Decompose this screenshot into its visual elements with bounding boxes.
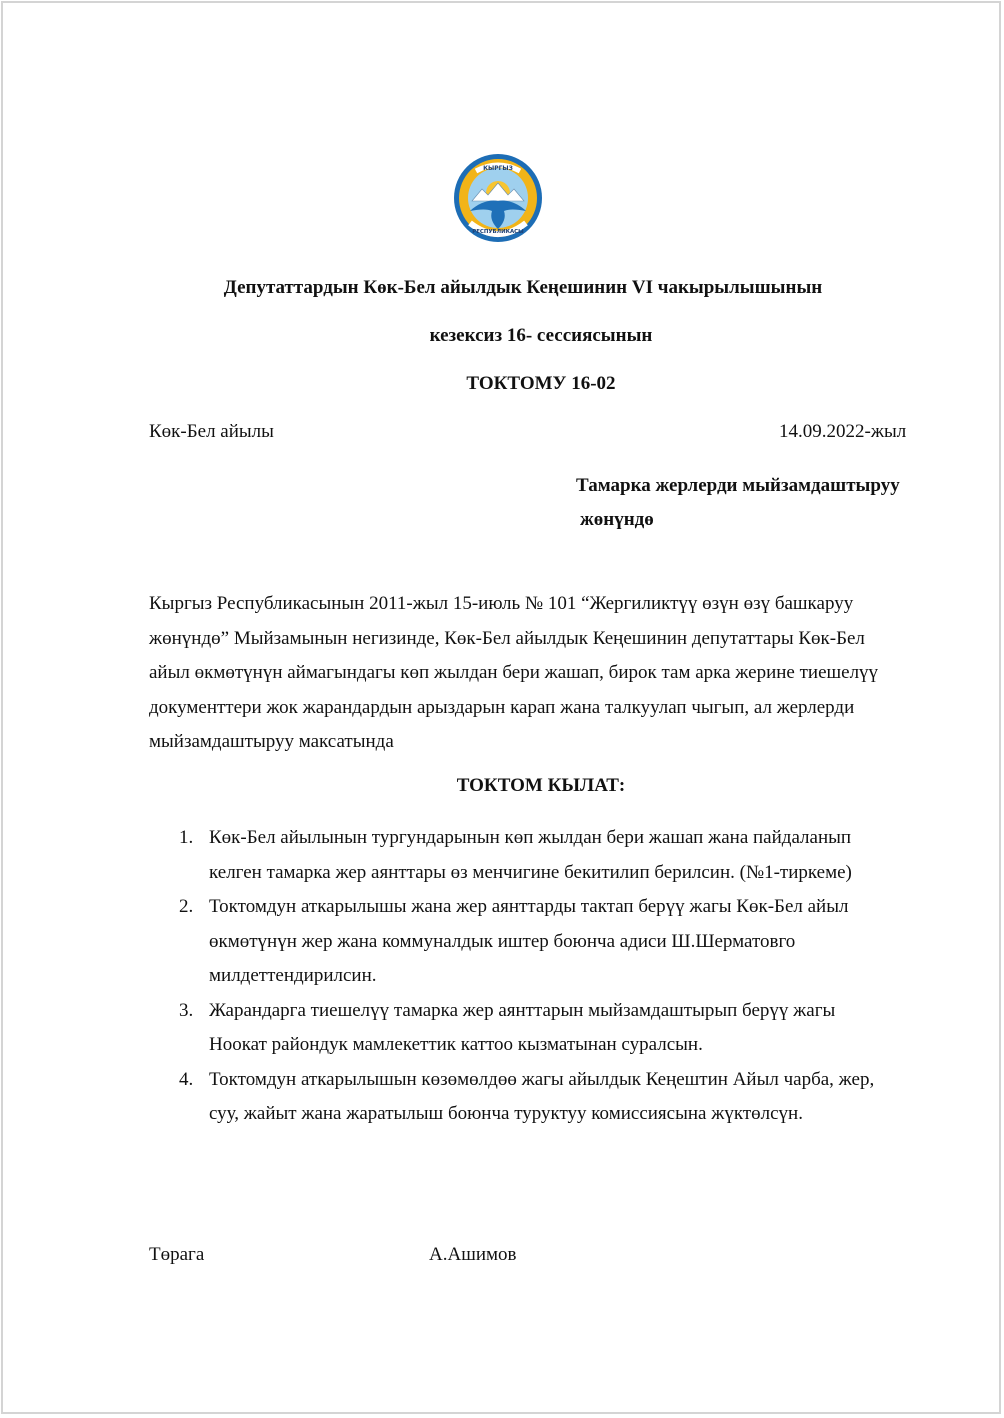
signature-role: Төрага [149, 1244, 205, 1265]
svg-text:РЕСПУБЛИКАСЫ: РЕСПУБЛИКАСЫ [472, 229, 524, 235]
list-item-line: Ноокат райондук мамлекеттик каттоо кызматынан суралсын. [209, 1034, 703, 1055]
list-item-number: 2. [179, 896, 194, 917]
state-emblem-icon [446, 153, 550, 243]
list-item-line: милдеттендирилсин. [209, 965, 377, 986]
list-item-line: келген тамарка жер аянттары өз менчигине бекитилип берилсин. (№1-тиркеме) [209, 861, 852, 883]
decision-list [149, 821, 939, 1132]
preamble-paragraph [149, 587, 929, 760]
preamble-line: Кыргыз Республикасынын 2011-жыл 15-июль № 101 “Жергиликтүү өзүн өзү башкаруу [149, 593, 854, 614]
list-item-number: 4. [179, 1068, 194, 1090]
list-item [149, 890, 939, 994]
preamble-line: айыл өкмөтүнүн аймагындагы көп жылдан бери жашап, бирок там арка жерине тиешелүү [149, 662, 879, 683]
signature-name: А.Ашимов [429, 1244, 517, 1265]
list-item-line: Токтомдун аткарылышы жана жер аянттарды тактап берүү жагы Көк-Бел айыл [209, 896, 849, 917]
list-item-line: өкмөтүнүн жер жана коммуналдык иштер боюнча адиси Ш.Шерматовго [209, 930, 796, 952]
list-item [149, 994, 939, 1063]
svg-text:КЫРГЫЗ: КЫРГЫЗ [483, 165, 513, 172]
decision-heading: ТОКТОМ КЫЛАТ: [456, 775, 626, 796]
subject-line2: жөнүндө [580, 509, 654, 530]
list-item-line: Көк-Бел айылынын тургундарынын көп жылдан бери жашап жана пайдаланып [209, 827, 852, 848]
list-item [149, 1063, 939, 1132]
preamble-line: документтери жок жарандардын арыздарын карап жана талкуулап чыгып, ал жерлерди [149, 696, 855, 718]
list-item-number: 1. [179, 827, 194, 848]
document-page [1, 1, 1001, 1414]
list-item [149, 821, 939, 890]
document-title-line2: кезексиз 16- сессиясынын [429, 325, 653, 346]
preamble-line: жөнүндө” Мыйзамынын негизинде, Көк-Бел айылдык Кеңешинин депутаттары Көк-Бел [149, 627, 865, 649]
document-title-line3: ТОКТОМУ 16-02 [466, 373, 616, 394]
document-date: 14.09.2022-жыл [779, 421, 907, 442]
list-item-line: суу, жайыт жана жаратылыш боюнча туруктуу комиссиясына жүктөлсүн. [209, 1103, 803, 1124]
list-item-line: Жарандарга тиешелүү тамарка жер аянттарын мыйзамдаштырып берүү жагы [209, 999, 836, 1021]
preamble-line: мыйзамдаштыруу максатында [149, 731, 394, 752]
document-title-line1: Депутаттардын Көк-Бел айылдык Кеңешинин VI чакырылышынын [223, 277, 823, 298]
document-subject [576, 469, 900, 537]
list-item-line: Токтомдун аткарылышын көзөмөлдөө жагы айылдык Кеңештин Айыл чарба, жер, [209, 1068, 875, 1090]
list-item-number: 3. [179, 999, 194, 1021]
document-place: Көк-Бел айылы [149, 421, 274, 442]
subject-line1: Тамарка жерлерди мыйзамдаштыруу [576, 475, 900, 496]
